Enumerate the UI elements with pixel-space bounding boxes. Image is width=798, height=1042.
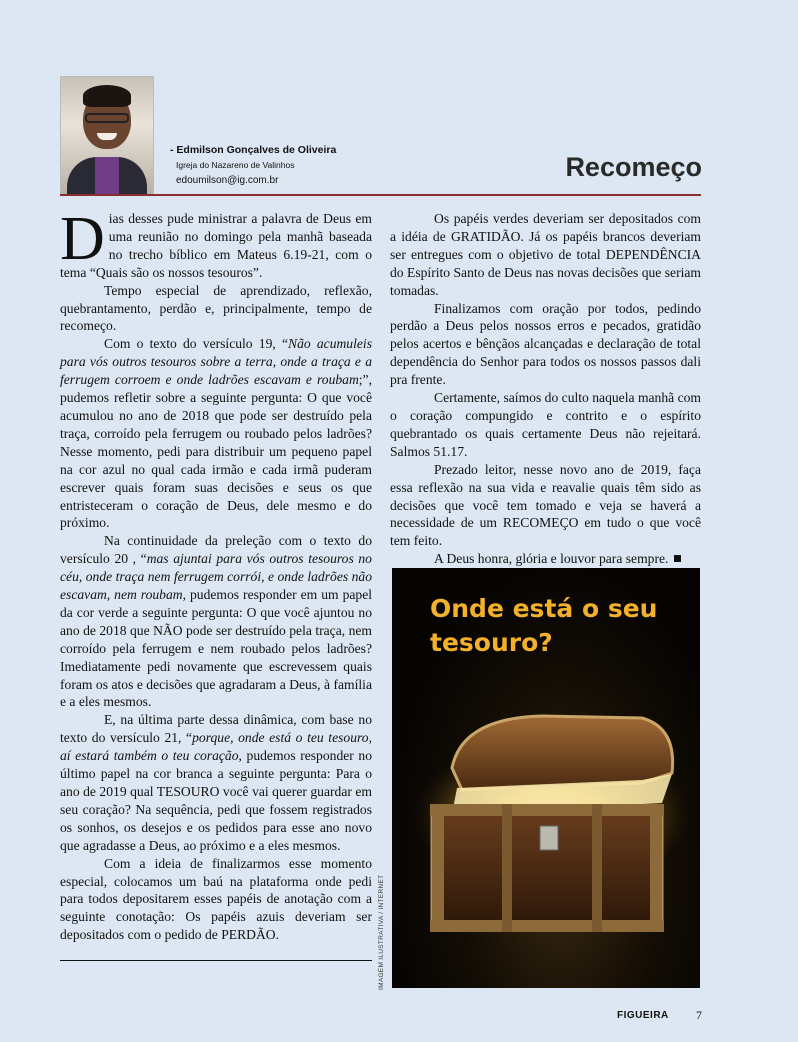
page-number: 7	[696, 1008, 702, 1022]
column-end-rule	[60, 960, 372, 961]
end-mark-icon	[674, 555, 681, 562]
author-photo	[60, 76, 154, 196]
author-email: edoumilson@ig.com.br	[176, 175, 279, 186]
author-name: - Edmilson Gonçalves de Oliveira	[170, 144, 337, 156]
paragraph-5: E, na última parte dessa dinâmica, com base no texto do versículo 21, “porque, onde está o teu tesouro, aí estará também o teu coração, pudemos responder no último papel na cor branca a seguinte pergunta: Para o ano de 2019 qual TESOURO você vai querer guardar em seu coração? Na sequência, pedi que fossem registrados os sonhos, os desejos e os pedidos para esse ano novo que agradasse a Deus, ao próximo e a eles mesmos.	[60, 712, 372, 853]
magazine-name: FIGUEIRA	[617, 1010, 669, 1021]
paragraph-4: Na continuidade da preleção com o texto do versículo 20 , “mas ajuntai para vós outros tesouros no céu, onde traça nem ferrugem corrói, e onde ladrões não escavam, nem roubam, pudemos responder em um papel da cor verde a seguinte pergunta: O que você ajuntou no ano de 2018 que NÃO pode ser destruído pela traça, nem corroído pela ferrugem e nem roubado pelos ladrões? Imediatamente pedi novamente que escrevessem quais foram os atos e decisões que agradaram a Deus, à família e a eles mesmos.	[60, 533, 373, 710]
bible-quote: mas ajuntai para vós outros tesouros no céu, onde traça nem ferrugem corrói, e onde ladrões não escavam, nem roubam	[60, 551, 372, 603]
title-divider	[60, 194, 701, 196]
article-column-1	[60, 205, 373, 944]
treasure-chest-image	[392, 568, 700, 988]
paragraph-3: Com o texto do versículo 19, “Não acumuleis para vós outros tesouros sobre a terra, onde a traça e a ferrugem corroem e onde ladrões escavam e roubam;”, pudemos refletir sobre a seguinte pergunta: O que você acumulou no ano de 2018 que pode ser destruído pela traça, corroído pela ferrugem ou roubado pelos ladrões? Nesse momento, pedi para distribuir um pequeno papel na cor azul no qual cada irmão e cada irmã puderam escrever quais foram suas decisões e seus os que entristeceram o coração de Deus, dele mesmo e do próximo.	[60, 336, 372, 531]
paragraph-text: ias desses pude ministrar a palavra de Deus em uma reunião no domingo pela manhã baseada no trecho bíblico em Mateus 6.19-21, com o tema “Quais são os nossos tesouros”.	[60, 211, 372, 280]
bible-quote: Não acumuleis para vós outros tesouros sobre a terra, onde a traça e a ferrugem corroem e onde ladrões escavam e roubam	[60, 336, 372, 388]
paragraph-8: Finalizamos com oração por todos, pedindo perdão a Deus pelos nossos erros e pecados, gratidão pelos acertos e bênçãos alcançadas e declaração de total dependência do Senhor para todos os nossos passos dali pra frente.	[390, 300, 701, 388]
paragraph-10: Prezado leitor, nesse novo ano de 2019, faça essa reflexão na sua vida e reavalie quais têm sido as decisões que você tem tomado e veja se haverá a necessidade de um RECOMEÇO em tudo o que você tem feito.	[390, 461, 701, 549]
paragraph-1	[60, 205, 372, 282]
paragraph-2: Tempo especial de aprendizado, reflexão, quebrantamento, perdão e, principalmente, tempo de recomeço.	[60, 282, 372, 334]
bible-quote: porque, onde está o teu tesouro, aí estará também o teu coração	[60, 730, 372, 764]
article-column-2	[390, 210, 701, 568]
image-credit: IMAGEM ILUSTRATIVA / INTERNET	[378, 874, 385, 990]
article-title: Recomeço	[565, 152, 702, 182]
author-church: Igreja do Nazareno de Valinhos	[176, 160, 295, 170]
paragraph-9: Certamente, saímos do culto naquela manhã com o coração compungido e contrito e o espírito quebrantado os quais certamente Deus não rejeitará. Salmos 51.17.	[390, 390, 701, 459]
paragraph-11: A Deus honra, glória e louvor para sempre.	[390, 550, 701, 568]
paragraph-6: Com a ideia de finalizarmos esse momento especial, colocamos um baú na plataforma onde pedi para todos depositarem esses papéis de anotação com a seguinte conotação: Os papéis azuis deveriam ser depositados com o pedido de PERDÃO.	[60, 855, 372, 943]
image-caption: Onde está o seu tesouro?	[430, 594, 658, 657]
drop-cap: D	[60, 205, 105, 273]
paragraph-7: Os papéis verdes deveriam ser depositados com a idéia de GRATIDÃO. Já os papéis brancos deveriam ser entregues com o objetivo de total DEPENDÊNCIA do Espírito Santo de Deus nas novas decisões que seriam tomadas.	[390, 211, 701, 298]
